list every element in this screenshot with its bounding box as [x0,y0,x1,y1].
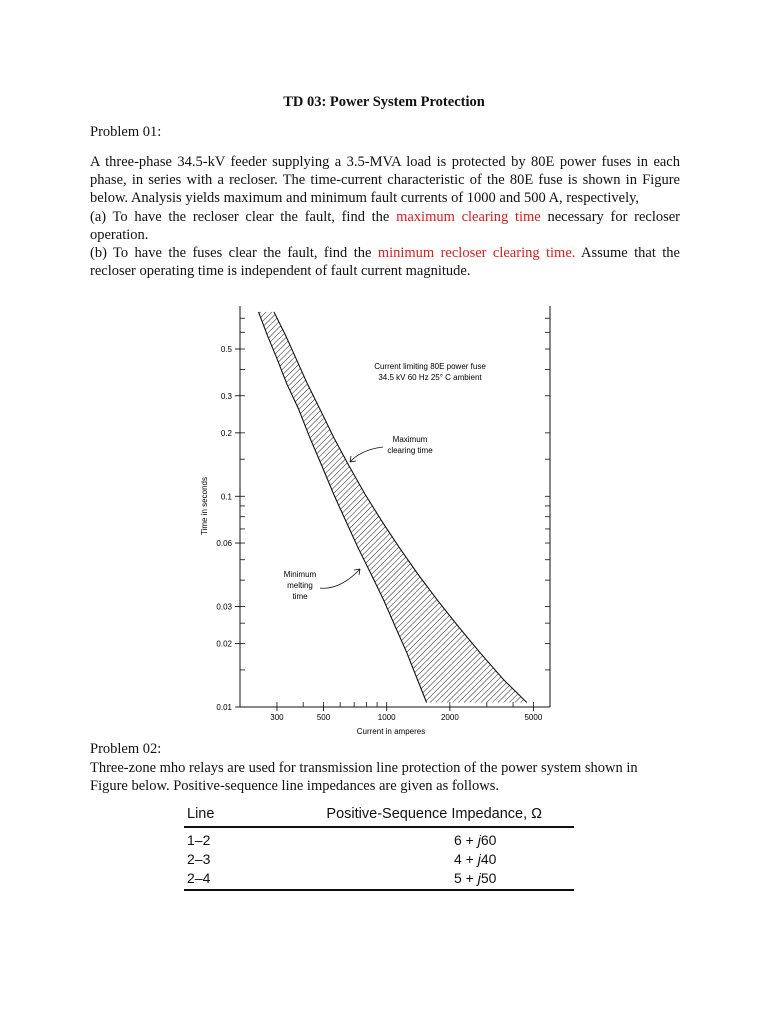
impedance-j: j [477,869,481,886]
impedance-real: 5 + [454,869,478,886]
x-tick-label: 5000 [524,713,543,722]
min-melting-annotation-line1: Minimum [283,570,317,579]
impedance-table [184,806,574,891]
part-b-prefix: (b) To have the fuses clear the fault, find the [90,245,378,262]
x-axis-label: Current in amperes [356,727,426,736]
y-tick-label: 0.1 [220,492,232,502]
part-a-prefix: (a) To have the recloser clear the fault, find the [90,208,397,225]
line-cell: 2–3 [187,850,211,867]
x-tick-label: 300 [270,713,284,722]
y-tick-label: 0.2 [220,428,232,438]
impedance-cell [412,832,574,848]
min-melting-annotation-line2: melting [287,581,313,590]
y-tick-label: 0.03 [216,602,232,612]
part-b-highlight: minimum recloser clearing time. [377,245,576,262]
impedance-real: 6 + [454,831,478,848]
fuse-time-current-chart [195,298,565,743]
table-header-line: Line [187,806,215,822]
table-header-row [184,806,574,828]
y-tick-label: 0.06 [216,539,232,549]
table-header-impedance: Positive-Sequence Impedance, Ω [326,806,542,822]
problem-1-heading: Problem 01: [90,124,162,140]
min-melting-annotation-line3: time [292,592,308,601]
x-tick-label: 500 [316,713,331,722]
problem-2-heading: Problem 02: [90,741,162,757]
chart-subtitle: 34.5 kV 60 Hz 25° C ambient [378,373,482,382]
problem-1-intro: A three-phase 34.5-kV feeder supplying a 3.5-MVA load is protected by 80E power fuses in each phase, in series with a recloser. The time-current characteristic of the 80E fuse is shown in Figure below. Analysis yields maximum and minimum fault currents of 1000 and 500 A, respectively, [90,154,680,207]
table-body [184,828,574,891]
y-tick-label: 0.02 [216,639,232,649]
line-cell: 1–2 [187,831,211,848]
table-row [184,830,574,849]
impedance-real: 4 + [454,850,478,867]
impedance-imag: 60 [480,831,497,848]
y-axis-label: Time in seconds [200,477,209,535]
y-tick-label: 0.5 [220,345,232,355]
x-tick-label: 2000 [440,713,459,722]
table-row [184,849,574,868]
impedance-j: j [477,831,481,848]
part-a-suffix: necessary for recloser operation. [90,208,681,243]
problem-1-text [90,153,680,280]
page-title: TD 03: Power System Protection [283,94,485,110]
problem-2-text: Three-zone mho relays are used for transmission line protection of the power system shown in Figure below. Positive-sequence line impedances are given as follows. [90,760,638,795]
max-clearing-annotation-line2: clearing time [387,446,433,455]
impedance-imag: 40 [480,850,497,867]
impedance-imag: 50 [480,869,497,886]
part-a-highlight: maximum clearing time [396,208,541,225]
x-tick-label: 1000 [377,713,396,722]
impedance-cell [412,851,574,867]
chart-title: Current limiting 80E power fuse [374,362,486,371]
max-clearing-annotation-line1: Maximum [392,435,428,444]
y-tick-label: 0.3 [220,391,232,401]
y-tick-label: 0.01 [216,703,232,712]
impedance-cell [412,870,574,886]
table-row [184,868,574,887]
line-cell: 2–4 [187,869,211,886]
impedance-j: j [477,850,481,867]
part-b-suffix: Assume that the recloser operating time is independent of fault current magnitude. [90,245,680,280]
